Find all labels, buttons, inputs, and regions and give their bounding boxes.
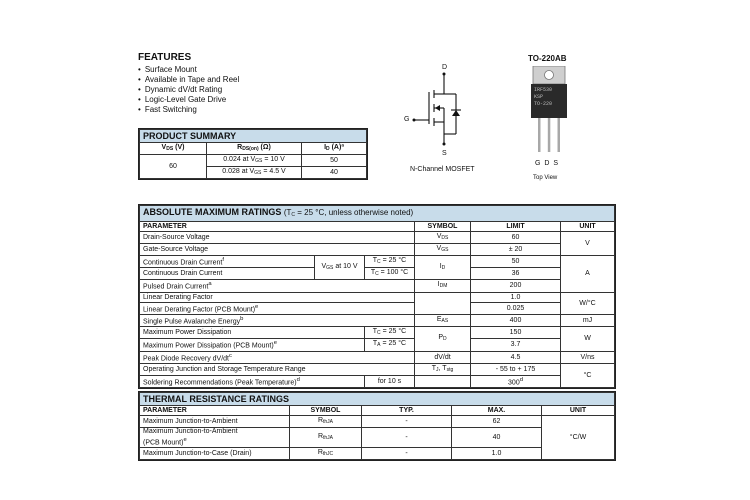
table-row: Maximum Junction-to-Case (Drain) $R_{thJC}$ - 1.0 [140, 448, 615, 460]
id-header: $I_D$ (A)ª [302, 143, 367, 155]
source-label: S [442, 150, 447, 157]
drain-label: D [442, 64, 448, 71]
table-row: Maximum Junction-to-Ambient (PCB Mount)$^e$ $R_{thJA}$ - 40 [140, 428, 615, 448]
table-row: Maximum Junction-to-Ambient $R_{thJA}$ - 62 °C/W [140, 416, 615, 428]
package-pins: G D S [535, 160, 560, 167]
package-image [526, 66, 572, 156]
thermal-table [138, 391, 616, 461]
vds-header: $V_{DS}$ (V) [140, 143, 207, 155]
table-row: Drain-Source Voltage $V_{DS}$ 60 V [140, 232, 615, 244]
feature-item: • Fast Switching [138, 105, 239, 115]
table-row: Single Pulse Avalanche Energy$^b$ $E_{AS}$ 400 mJ [140, 314, 615, 326]
thermal-title: THERMAL RESISTANCE RATINGS [140, 393, 615, 406]
gate-label: G [404, 116, 410, 123]
id-value: 40 [302, 167, 367, 179]
table-row: Gate-Source Voltage $V_{GS}$ ± 20 [140, 244, 615, 256]
mosfet-caption: N-Channel MOSFET [410, 166, 475, 173]
id-value: 50 [302, 155, 367, 167]
package-marking: IRF530 KSP TO-220 [534, 87, 553, 107]
table-row: Linear Derating Factor 1.0 W/°C [140, 292, 615, 302]
rds-value: 0.024 at $V_{GS} = 10$ V [207, 155, 302, 167]
package-title: TO-220AB [528, 54, 567, 63]
table-row: Soldering Recommendations (Peak Temperature)$^d$ for 10 s 300$^d$ [140, 375, 615, 387]
col-limit: LIMIT [471, 222, 561, 232]
table-row: Continuous Drain Current$^f$ $V_{GS}$ at 10 V $T_C = 25$ °C $I_D$ 50 A [140, 256, 615, 268]
col-typ: TYP. [362, 406, 452, 416]
rds-header: $R_{DS(on)}$ (Ω) [207, 143, 302, 155]
feature-item: • Logic-Level Gate Drive [138, 95, 239, 105]
abs-max-title: ABSOLUTE MAXIMUM RATINGS ($T_C = 25$ °C, unless otherwise noted) [140, 206, 615, 222]
product-summary-table [138, 128, 368, 180]
vds-value: 60 [140, 155, 207, 179]
table-row: Continuous Drain Current $T_C = 100$ °C 36 [140, 268, 615, 280]
table-row: Pulsed Drain Current$^a$ $I_{DM}$ 200 [140, 280, 615, 292]
feature-item: • Dynamic dV/dt Rating [138, 85, 239, 95]
abs-max-table [138, 204, 616, 389]
col-parameter: PARAMETER [140, 222, 415, 232]
table-row: Maximum Power Dissipation $T_C = 25$ °C $P_D$ 150 W [140, 327, 615, 339]
mosfet-symbol-icon [398, 64, 470, 160]
col-parameter: PARAMETER [140, 406, 290, 416]
feature-item: • Surface Mount [138, 65, 239, 75]
table-row: Operating Junction and Storage Temperature Range $T_J$, $T_{stg}$ - 55 to + 175 °C [140, 363, 615, 375]
features-title: FEATURES [138, 52, 192, 63]
table-row: Peak Diode Recovery $dV/dt^c$ dV/dt 4.5 V/ns [140, 351, 615, 363]
table-row: Linear Derating Factor (PCB Mount)$^e$ 0.025 [140, 302, 615, 314]
to220-package-icon [526, 66, 572, 156]
mosfet-diagram [398, 64, 470, 174]
col-unit: UNIT [561, 222, 615, 232]
feature-item: • Available in Tape and Reel [138, 75, 239, 85]
col-unit: UNIT [542, 406, 615, 416]
col-symbol: SYMBOL [290, 406, 362, 416]
table-row: Maximum Power Dissipation (PCB Mount)$^e$ $T_A = 25$ °C 3.7 [140, 339, 615, 351]
product-summary-title: PRODUCT SUMMARY [140, 130, 367, 143]
col-symbol: SYMBOL [415, 222, 471, 232]
features-list [138, 65, 239, 115]
rds-value: 0.028 at $V_{GS} = 4.5$ V [207, 167, 302, 179]
col-max: MAX. [452, 406, 542, 416]
package-view: Top View [533, 175, 558, 181]
